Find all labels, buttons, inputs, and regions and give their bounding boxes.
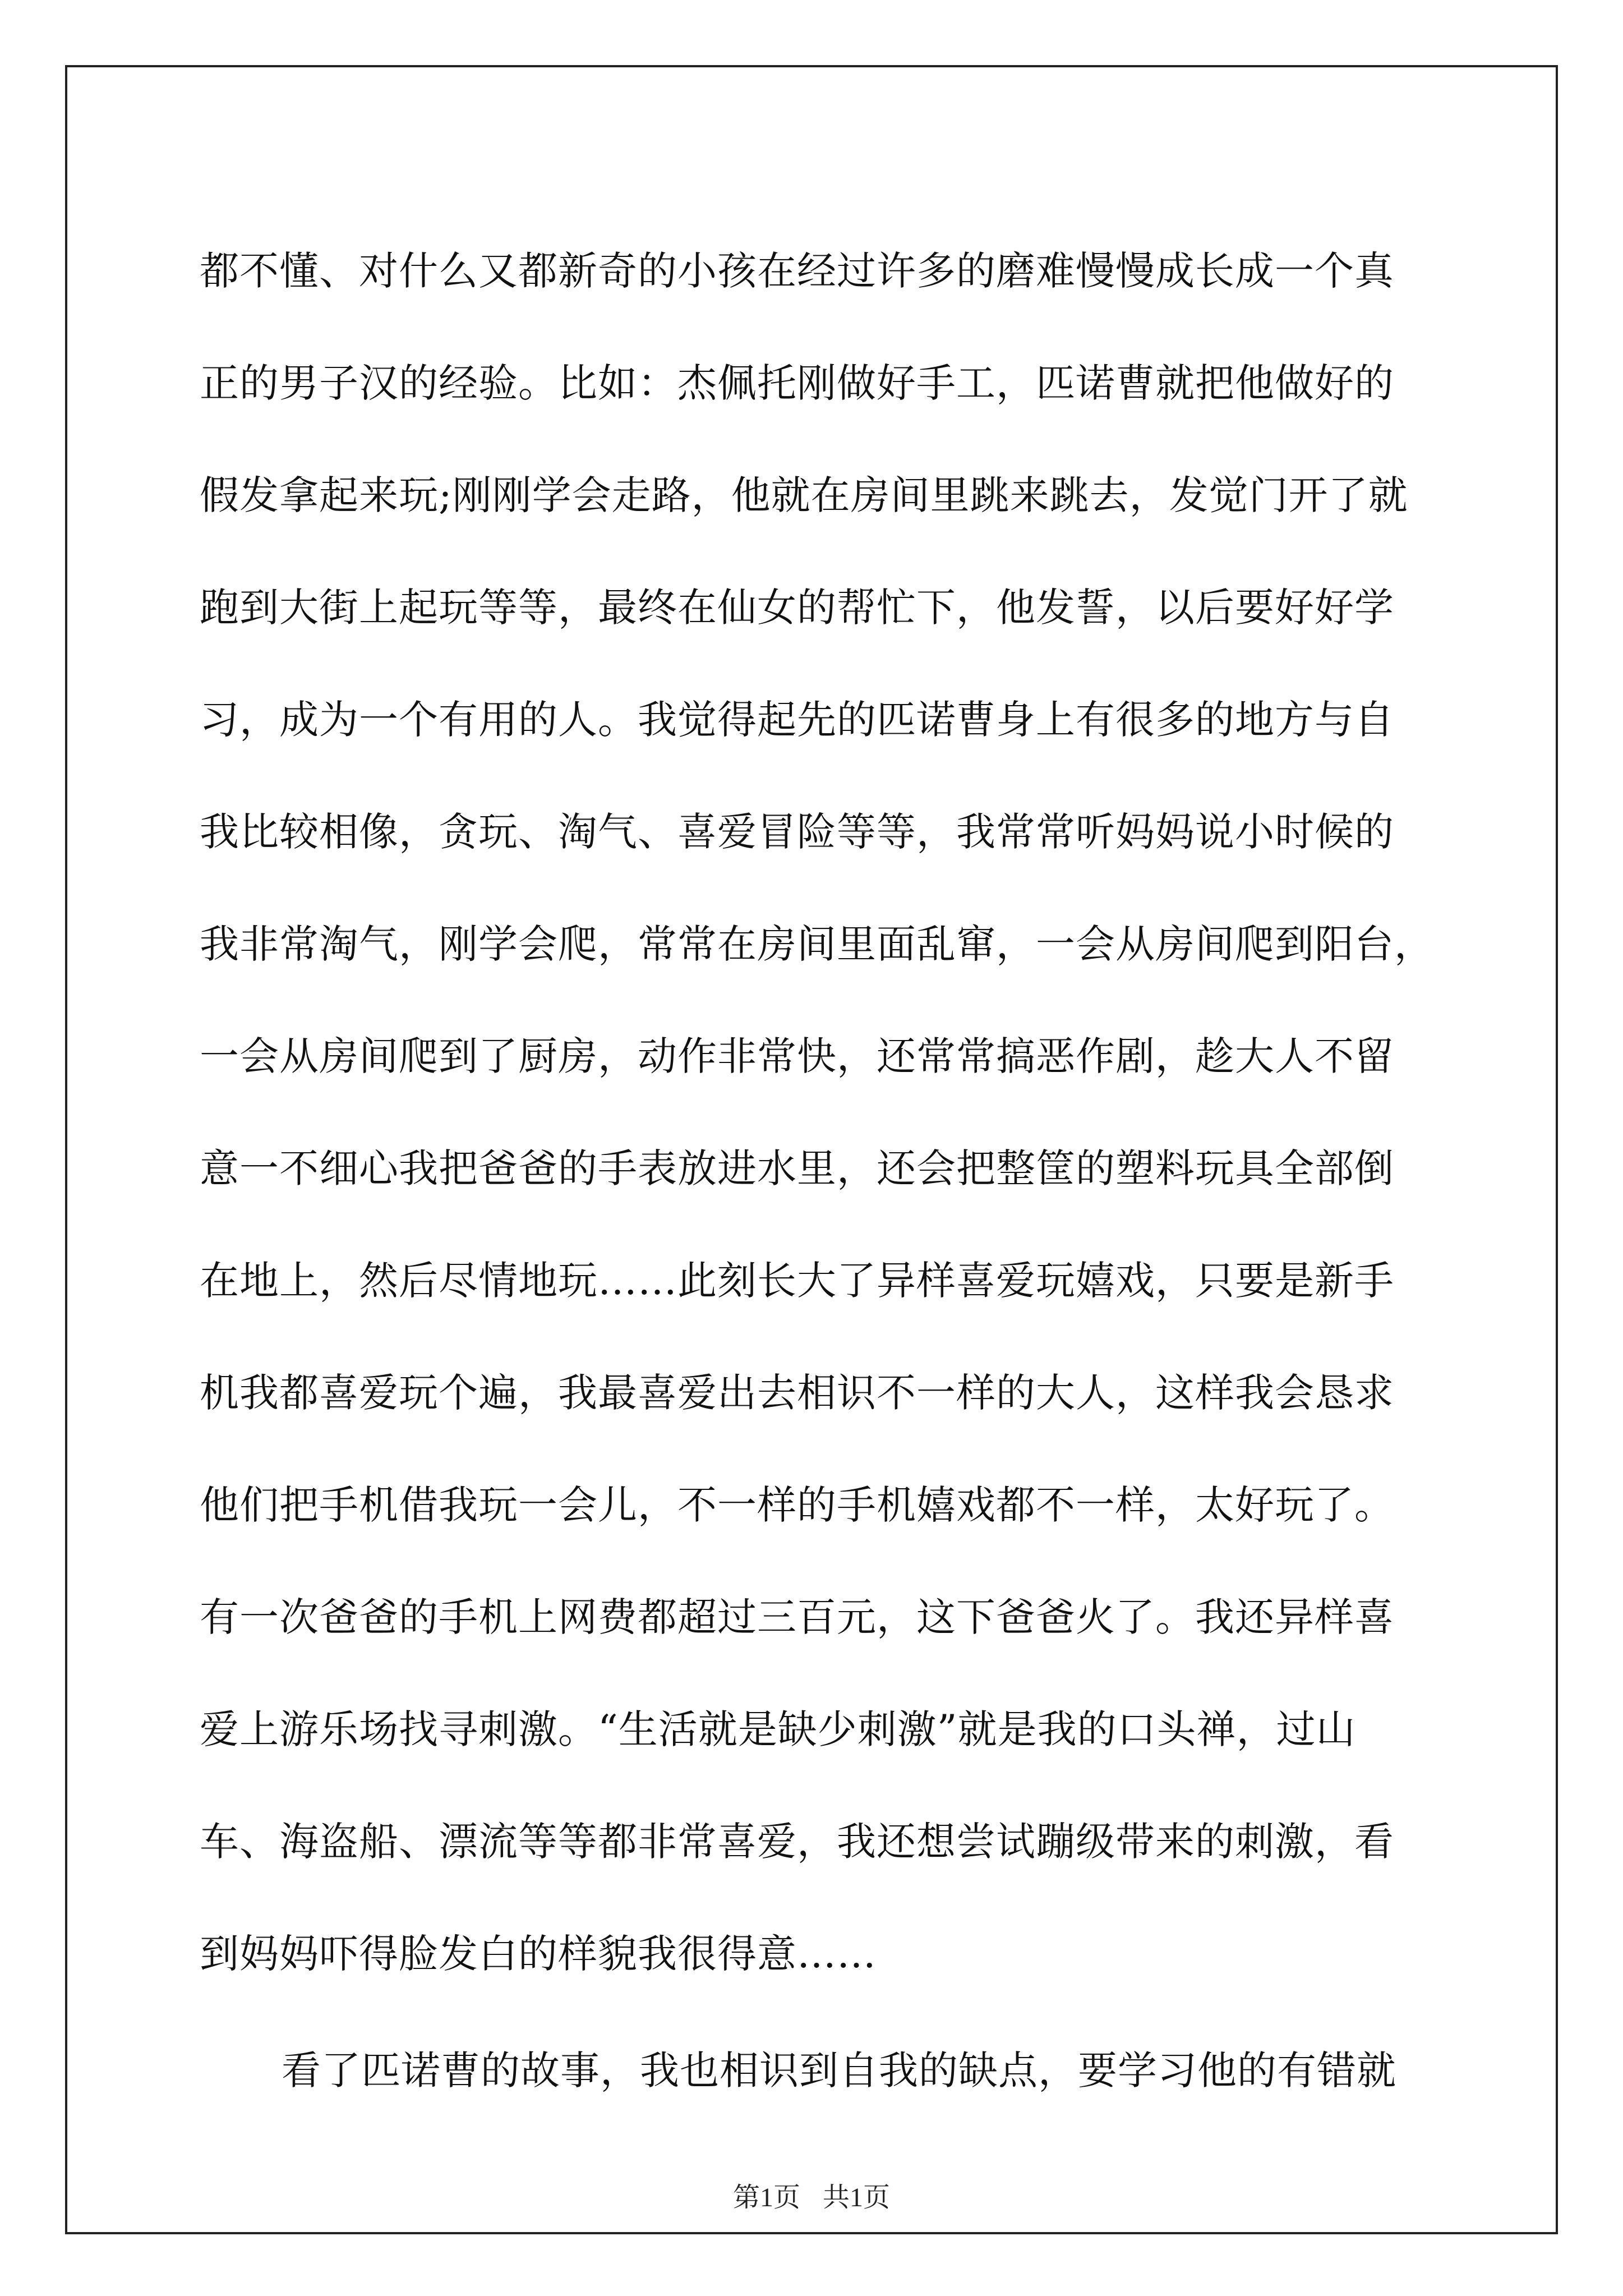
- text-line: 我非常淘气，刚学会爬，常常在房间里面乱窜，一会从房间爬到阳台，: [200, 921, 1434, 967]
- text-line: 有一次爸爸的手机上网费都超过三百元，这下爸爸火了。我还异样喜: [200, 1594, 1394, 1640]
- paragraph-gap: [200, 2010, 1428, 2014]
- text-line: 看了匹诺曹的故事，我也相识到自我的缺点，要学习他的有错就: [282, 2047, 1396, 2093]
- text-line: 他们把手机借我玩一会儿，不一样的手机嬉戏都不一样，太好玩了。: [200, 1482, 1394, 1528]
- document-body: [200, 215, 1434, 2127]
- page-number: 第1页: [732, 2183, 800, 2212]
- text-line: 习，成为一个有用的人。我觉得起先的匹诺曹身上有很多的地方与自: [200, 697, 1394, 743]
- text-line: 跑到大街上起玩等等，最终在仙女的帮忙下，他发誓，以后要好好学: [200, 585, 1394, 631]
- text-line: 到妈妈吓得脸发白的样貌我很得意……: [200, 1931, 877, 1977]
- text-line: 爱上游乐场找寻刺激。“生活就是缺少刺激”就是我的口头禅，过山: [200, 1706, 1356, 1752]
- text-line: 假发拿起来玩;刚刚学会走路，他就在房间里跳来跳去，发觉门开了就: [200, 472, 1408, 518]
- page-footer: [0, 2181, 1623, 2215]
- text-line: 车、海盗船、漂流等等都非常喜爱，我还想尝试蹦级带来的刺激，看: [200, 1819, 1394, 1865]
- text-line: 在地上，然后尽情地玩……此刻长大了异样喜爱玩嬉戏，只要是新手: [200, 1258, 1394, 1304]
- text-line: 一会从房间爬到了厨房，动作非常快，还常常搞恶作剧，趁大人不留: [200, 1033, 1394, 1079]
- page-total: 共1页: [823, 2183, 891, 2212]
- text-line: 机我都喜爱玩个遍，我最喜爱出去相识不一样的大人，这样我会恳求: [200, 1370, 1394, 1416]
- text-line: 我比较相像，贪玩、淘气、喜爱冒险等等，我常常听妈妈说小时候的: [200, 809, 1394, 855]
- text-line: 正的男子汉的经验。比如：杰佩托刚做好手工，匹诺曹就把他做好的: [200, 360, 1394, 406]
- text-line: 意一不细心我把爸爸的手表放进水里，还会把整筐的塑料玩具全部倒: [200, 1145, 1394, 1191]
- text-line: 都不懂、对什么又都新奇的小孩在经过许多的磨难慢慢成长成一个真: [200, 248, 1394, 294]
